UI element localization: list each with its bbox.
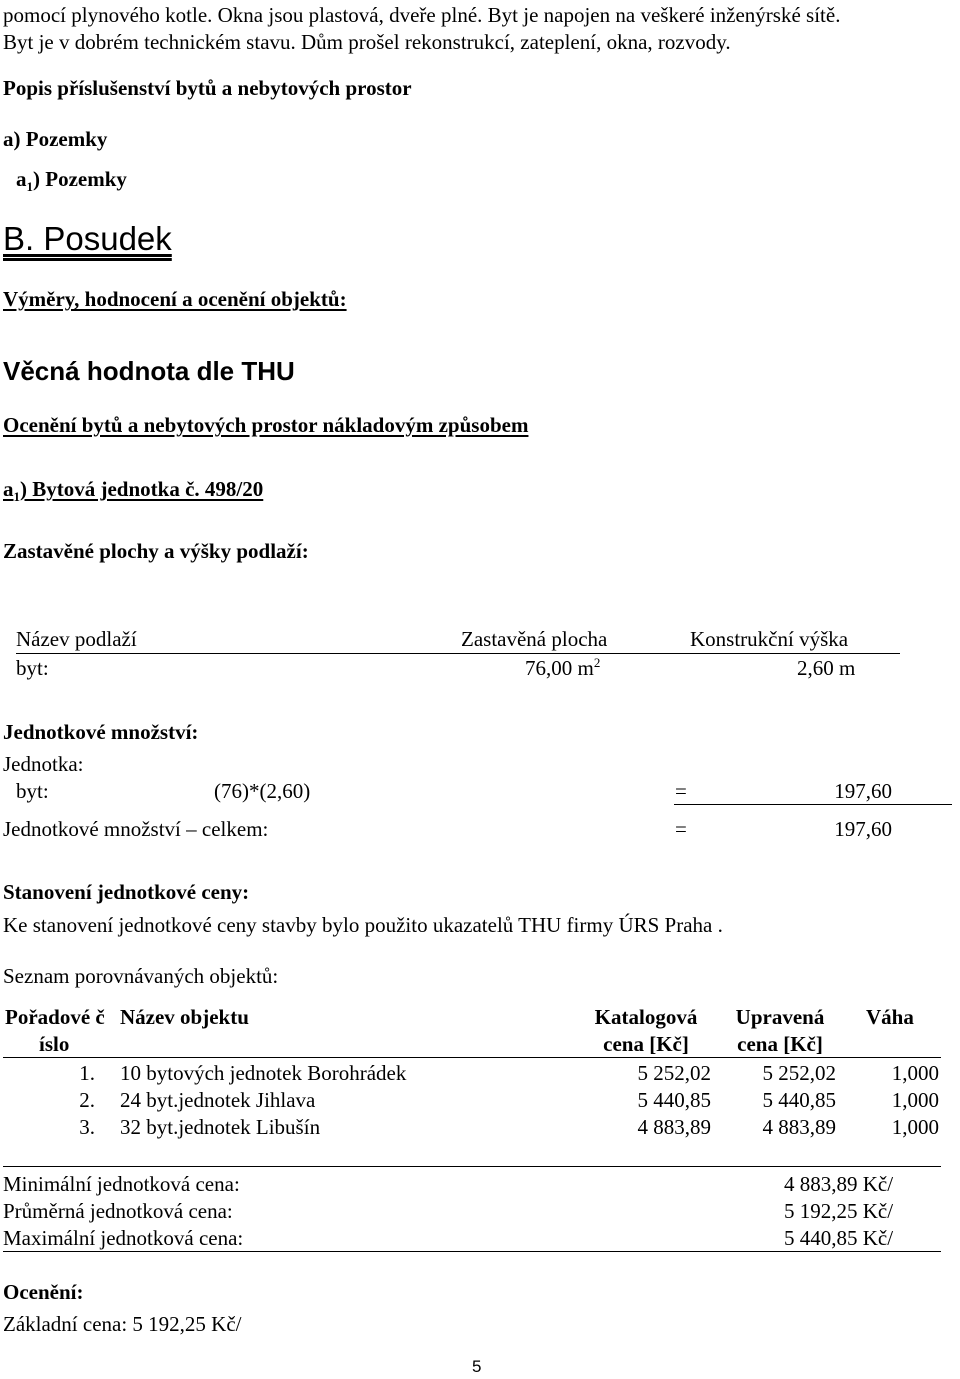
summary-avg-label: Průměrná jednotková cena: (3, 1199, 233, 1223)
comparison-col-catalog-unit: cena [Kč] (603, 1032, 689, 1056)
quantity-row-formula: (76)*(2,60) (214, 779, 311, 803)
quantity-row-eq: = (675, 779, 687, 803)
value-heading: Věcná hodnota dle THU (3, 356, 295, 386)
comparison-header-rule (3, 1057, 941, 1058)
summary-max-label: Maximální jednotková cena: (3, 1226, 244, 1250)
comparison-row-catalog: 5 252,02 (637, 1061, 711, 1085)
comparison-row-weight: 1,000 (891, 1115, 939, 1139)
summary-top-rule (3, 1166, 941, 1167)
floors-col-area: Zastavěná plocha (461, 627, 608, 651)
quantity-total-eq: = (675, 817, 687, 841)
comparison-col-order-cont: íslo (39, 1032, 70, 1056)
price-heading: Stanovení jednotkové ceny: (3, 880, 250, 904)
comparison-row-catalog: 5 440,85 (637, 1088, 711, 1112)
comparison-row-catalog: 4 883,89 (637, 1115, 711, 1139)
section-title: B. Posudek (3, 220, 172, 257)
comparison-row-order: 2. (79, 1088, 95, 1112)
summary-max-value: 5 440,85 Kč/ (784, 1226, 894, 1250)
intro-line-2: Byt je v dobrém technickém stavu. Dům prošel rekonstrukcí, zateplení, okna, rozvody. (3, 30, 731, 54)
valuation-heading: Ocenění: (3, 1280, 84, 1304)
quantity-sum-rule (674, 804, 952, 805)
quantity-heading: Jednotkové množství: (3, 720, 199, 744)
floors-row-height: 2,60 m (797, 656, 856, 680)
comparison-row-weight: 1,000 (891, 1061, 939, 1085)
comparison-heading: Seznam porovnávaných objektů: (3, 964, 279, 988)
summary-bottom-rule (3, 1251, 941, 1252)
comparison-row-name: 32 byt.jednotek Libušín (120, 1115, 321, 1139)
floors-header-rule (16, 653, 900, 654)
quantity-row-value: 197,60 (834, 779, 892, 803)
comparison-col-weight: Váha (866, 1005, 914, 1029)
comparison-row-name: 24 byt.jednotek Jihlava (120, 1088, 316, 1112)
floors-col-name: Název podlaží (16, 627, 137, 651)
land-heading: a) Pozemky (3, 127, 108, 151)
comparison-row-name: 10 bytových jednotek Borohrádek (120, 1061, 407, 1085)
comparison-row-adjusted: 4 883,89 (762, 1115, 836, 1139)
floors-row-area: 76,00 $m^2$ (525, 655, 601, 680)
quantity-total-value: 197,60 (834, 817, 892, 841)
comparison-row-adjusted: 5 252,02 (762, 1061, 836, 1085)
comparison-col-adjusted-unit: cena [Kč] (737, 1032, 823, 1056)
summary-avg-value: 5 192,25 Kč/ (784, 1199, 894, 1223)
comparison-col-name: Název objektu (120, 1005, 249, 1029)
floors-row-name: byt: (16, 656, 49, 680)
comparison-col-order: Pořadové č (5, 1005, 105, 1029)
comparison-row-weight: 1,000 (891, 1088, 939, 1112)
comparison-col-adjusted: Upravená (735, 1005, 825, 1029)
comparison-row-order: 1. (79, 1061, 95, 1085)
comparison-row-order: 3. (79, 1115, 95, 1139)
floors-heading: Zastavěné plochy a výšky podlaží: (3, 539, 309, 563)
base-price: Základní cena: 5 192,25 Kč/ (3, 1312, 242, 1336)
measures-heading: Výměry, hodnocení a ocenění objektů: (3, 287, 347, 311)
comparison-row-adjusted: 5 440,85 (762, 1088, 836, 1112)
unit-heading: $a_1$) Bytová jednotka č. 498/20 (3, 477, 264, 505)
land-subheading: $a_1$) Pozemky (16, 167, 127, 195)
quantity-row-name: byt: (16, 779, 49, 803)
intro-line-1: pomocí plynového kotle. Okna jsou plastová, dveře plné. Byt je napojen na veškeré inženýrské sítě. (3, 3, 841, 27)
quantity-total-label: Jednotkové množství – celkem: (3, 817, 269, 841)
valuation-method-heading: Ocenění bytů a nebytových prostor nákladovým způsobem (3, 413, 529, 437)
quantity-unit-label: Jednotka: (3, 752, 84, 776)
summary-min-label: Minimální jednotková cena: (3, 1172, 240, 1196)
price-text: Ke stanovení jednotkové ceny stavby bylo použito ukazatelů THU firmy ÚRS Praha . (3, 913, 723, 937)
summary-min-value: 4 883,89 Kč/ (784, 1172, 894, 1196)
accessories-heading: Popis příslušenství bytů a nebytových prostor (3, 76, 412, 100)
floors-col-height: Konstrukční výška (690, 627, 849, 651)
comparison-col-catalog: Katalogová (594, 1005, 698, 1029)
page-number: 5 (472, 1357, 482, 1376)
